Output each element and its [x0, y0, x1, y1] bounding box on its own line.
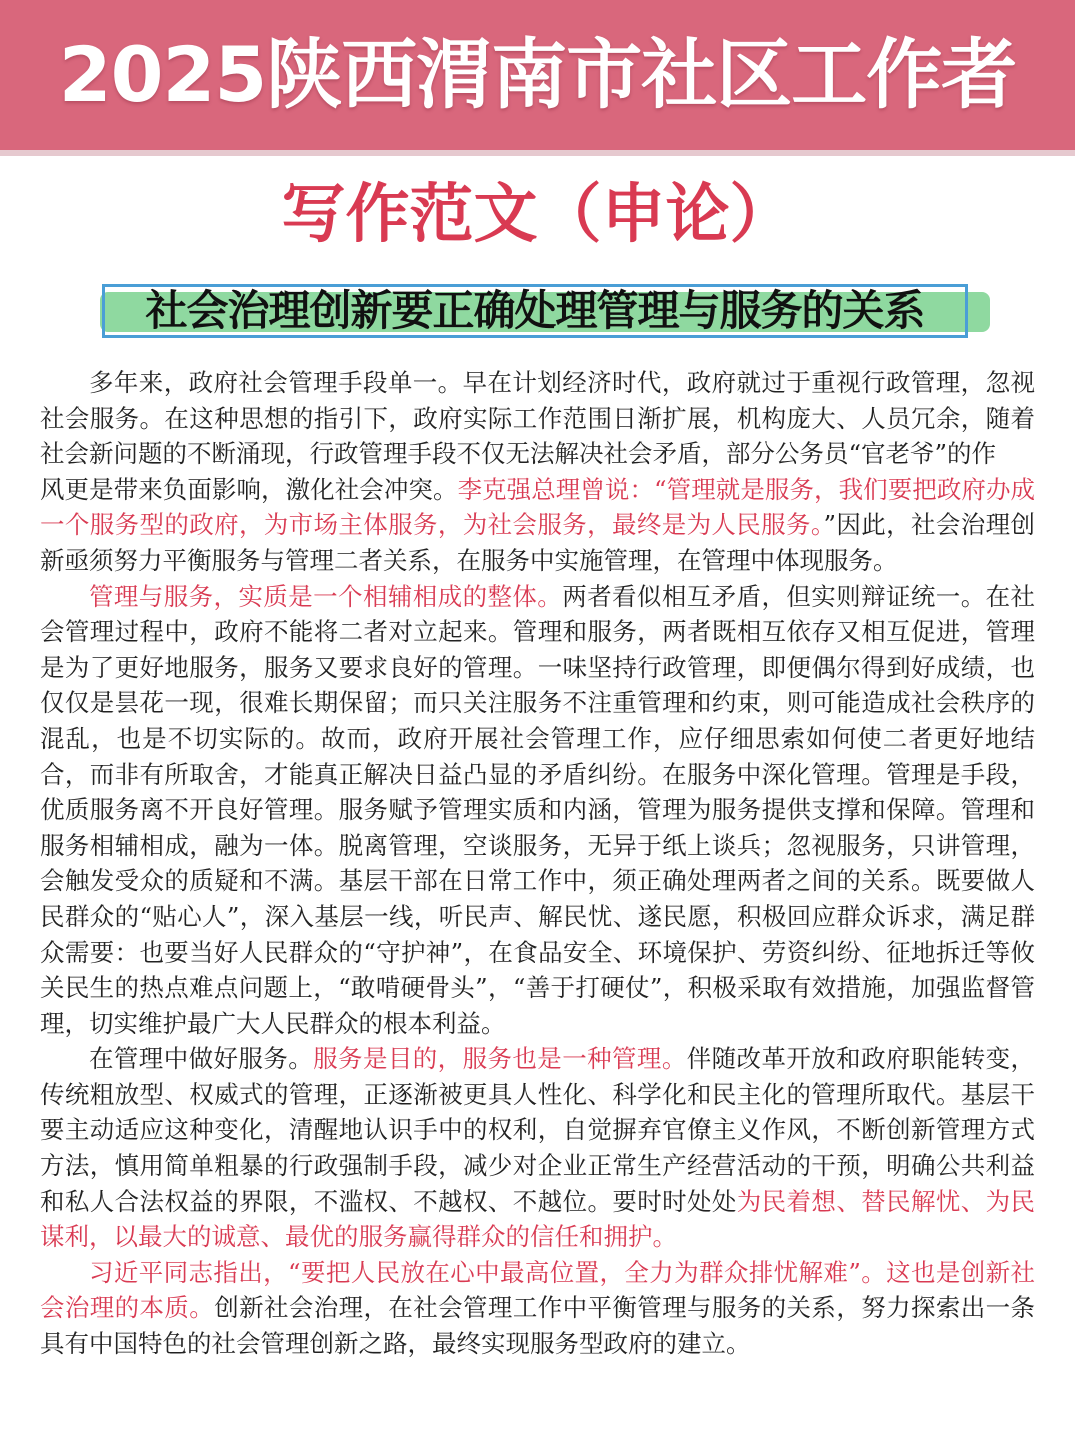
li-keqiang-quote: 李克强总理曾说：“管理就是服务，我们要把政府办成一个服务型的政府，为市场主体服务，为社会服务，最终是为人民服务。 [40, 474, 1036, 540]
paragraph-1b [40, 472, 1035, 579]
banner-divider [0, 150, 1075, 156]
paragraph-2 [40, 579, 1035, 1042]
paragraph-2-thesis: 管理与服务，实质是一个相辅相成的整体。 [89, 581, 563, 611]
paragraph-4-text: 创新社会治理，在社会管理工作中平衡管理与服务的关系，努力探索出一条具有中国特色的社会管理创新之路，最终实现服务型政府的建立。 [40, 1293, 1036, 1359]
paragraph-1b-text: 风更是带来负面影响，激化社会冲突。 [40, 474, 458, 504]
paragraph-2-text: 两者看似相互矛盾，但实则辩证统一。在社会管理过程中，政府不能将二者对立起来。管理和服务，两者既相互依存又相互促进，管理是为了更好地服务，服务又要求良好的管理。一味坚持行政管理，即便偶尔得到好成绩，也仅仅是昙花一现，很难长期保留；而只关注服务不注重管理和约束，则可能造成社会秩序的混乱，也是不切实际的。故而，政府开展社会管理工作，应仔细思索如何使二者更好地结合，而非有所取舍，才能真正解决日益凸显的矛盾纠纷。在服务中深化管理。管理是手段，优质服务离不开良好管理。服务赋予管理实质和内涵，管理为服务提供支撑和保障。管理和服务相辅相成，融为一体。脱离管理，空谈服务，无异于纸上谈兵；忽视服务，只讲管理，会触发受众的质疑和不满。基层干部在日常工作中，须正确处理两者之间的关系。既要做人民群众的“贴心人”，深入基层一线，听民声、解民忧、遂民愿，积极回应群众诉求，满足群众需要：也要当好人民群众的“守护神”，在食品安全、环境保护、劳资纠纷、征地拆迁等攸关民生的热点难点问题上，“敢啃硬骨头”，“善于打硬仗”，积极采取有效措施，加强监督管理，切实维护最广大人民群众的根本利益。 [40, 581, 1035, 1038]
paragraph-4 [40, 1255, 1035, 1362]
page-subtitle: 写作范文（申论） [281, 177, 794, 252]
banner-title: 2025陕西渭南市社区工作者 [58, 30, 1017, 119]
essay-body [40, 365, 1035, 1362]
paragraph-1-conclusion: ”因此，社会治理创新亟须努力平衡服务与管理二者关系，在服务中实施管理，在管理中体现服务。 [40, 510, 1035, 575]
paragraph-3-thesis: 服务是目的，服务也是一种管理。 [313, 1044, 687, 1074]
xi-jinping-quote: 习近平同志指出，“要把人民放在心中最高位置，全力为群众排忧解难”。这也是创新社会治理的本质。 [40, 1257, 1035, 1323]
paragraph-1a: 多年来，政府社会管理手段单一。早在计划经济时代，政府就过于重视行政管理，忽视社会服务。在这种思想的指引下，政府实际工作范围日渐扩展，机构庞大、人员冗余，随着社会新问题的不断涌现，行政管理手段不仅无法解决社会矛盾，部分公务员“官老爷”的作 [40, 368, 1035, 469]
essay-title: 社会治理创新要正确处理管理与服务的关系 [145, 286, 925, 335]
paragraph-3 [40, 1041, 1035, 1255]
paragraph-3-highlight: 为民着想、替民解忧、为民谋利，以最大的诚意、最优的服务赢得群众的信任和拥护。 [40, 1186, 1036, 1252]
paragraph-3-text: 伴随改革开放和政府职能转变，传统粗放型、权威式的管理，正逐渐被更具人性化、科学化和民主化的管理所取代。基层干要主动适应这种变化，清醒地认识手中的权利，自觉摒弃官僚主义作风，不断创新管理方式方法，慎用简单粗暴的行政强制手段，减少对企业正常生产经营活动的干预，明确公共利益和私人合法权益的界限，不滥权、不越权、不越位。要时时处处 [40, 1044, 1036, 1216]
paragraph-3-lead: 在管理中做好服务。 [89, 1044, 314, 1074]
